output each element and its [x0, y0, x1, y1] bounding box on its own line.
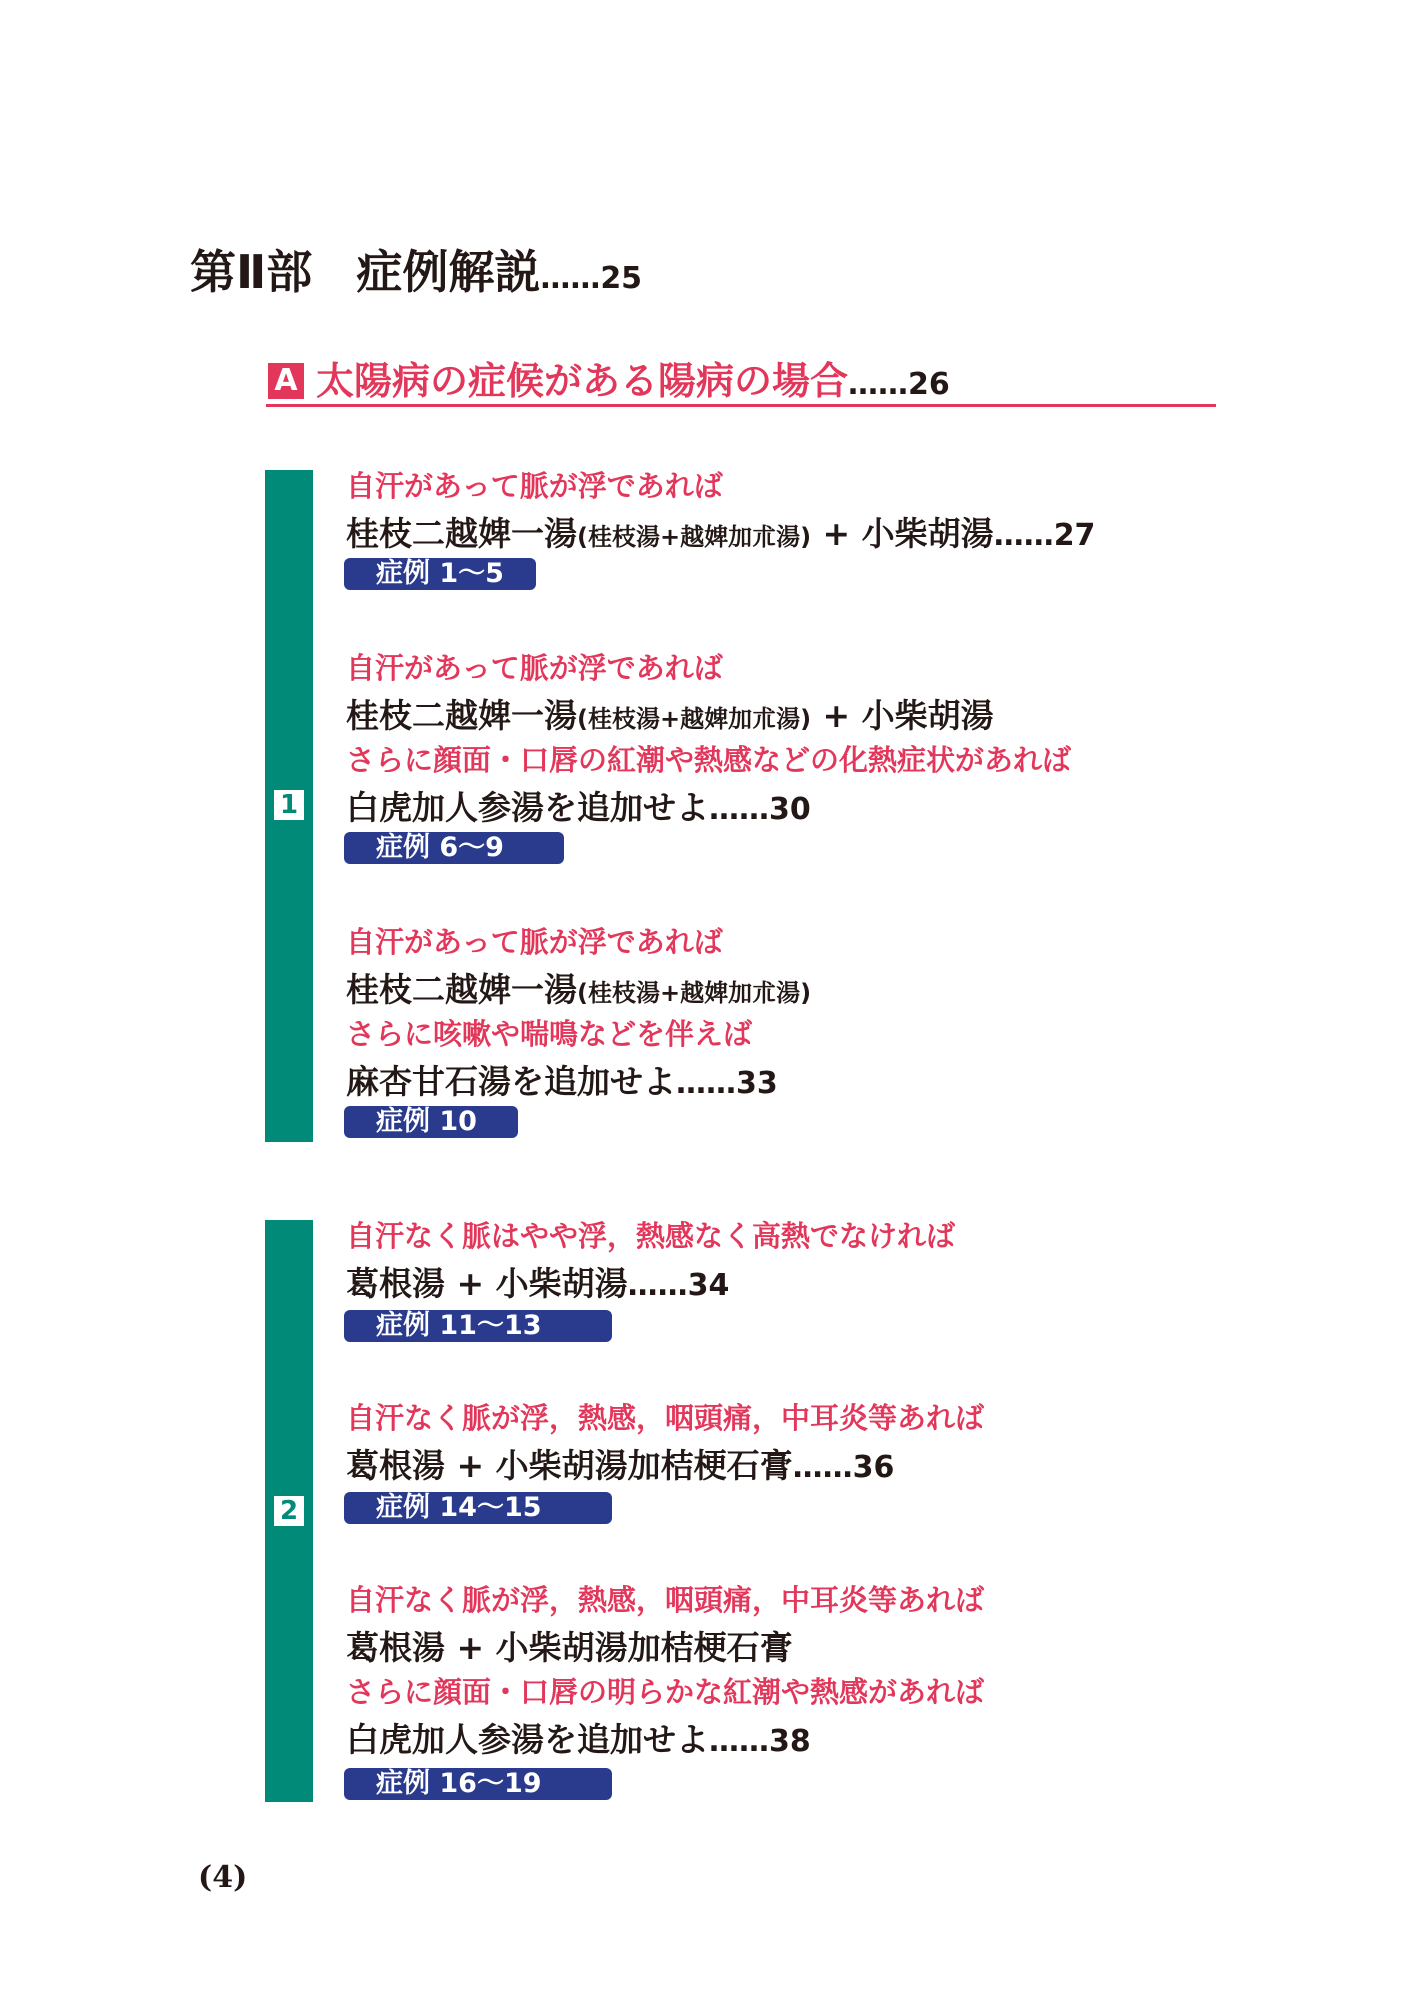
condition-text: さらに顔面・口唇の明らかな紅潮や熱感があれば: [346, 1675, 985, 1709]
formula-main: 麻杏甘石湯を追加せよ: [346, 1062, 676, 1101]
leader-dots: ……: [676, 1066, 736, 1101]
case-badge: 症例 16～19: [344, 1768, 612, 1800]
formula-main: 葛根湯 + 小柴胡湯加桔梗石膏: [346, 1628, 793, 1667]
condition-text: 自汗があって脈が浮であれば: [346, 469, 723, 503]
prescription-text: [346, 690, 994, 737]
page-number: 34: [687, 1268, 730, 1303]
section-a-heading: [268, 350, 950, 405]
leader-dots: ……: [540, 261, 601, 296]
case-badge: 症例 10: [344, 1106, 518, 1138]
condition-text: さらに顔面・口唇の紅潮や熱感などの化熱症状があれば: [346, 743, 1072, 777]
prescription-text: [346, 1056, 778, 1103]
case-badge: 症例 11～13: [344, 1310, 612, 1342]
condition-text: 自汗があって脈が浮であれば: [346, 925, 723, 959]
leader-dots: ……: [627, 1268, 688, 1303]
leader-dots: ……: [709, 1724, 769, 1759]
part-label: 第Ⅱ部: [190, 245, 313, 299]
formula-main: 白虎加人参湯を追加せよ: [346, 788, 709, 827]
leader-dots: ……: [993, 518, 1054, 553]
condition-text: さらに咳嗽や喘鳴などを伴えば: [346, 1017, 753, 1051]
condition-text: 自汗なく脈はやや浮，熱感なく高熱でなければ: [346, 1219, 956, 1253]
prescription-text: [346, 1714, 811, 1761]
section-letter-badge: A: [268, 363, 304, 399]
formula-addition: + 小柴胡湯: [811, 696, 994, 735]
part-title: 症例解説: [356, 245, 541, 299]
page-number: 25: [600, 261, 643, 296]
formula-addition: + 小柴胡湯: [811, 514, 994, 553]
leader-dots: ……: [792, 1450, 853, 1485]
prescription-text: [346, 964, 811, 1011]
group-2-number: 2: [274, 1496, 304, 1526]
section-title: 太陽病の症候がある陽病の場合: [316, 359, 849, 403]
page-number: 38: [769, 1724, 811, 1759]
formula-note: (桂枝湯+越婢加朮湯): [577, 523, 812, 551]
formula-main: 桂枝二越婢一湯: [346, 514, 577, 553]
section-underline: [266, 404, 1216, 407]
case-badge: 症例 1～5: [344, 558, 536, 590]
formula-main: 桂枝二越婢一湯: [346, 970, 577, 1009]
formula-main: 桂枝二越婢一湯: [346, 696, 577, 735]
formula-main: 白虎加人参湯を追加せよ: [346, 1720, 709, 1759]
page-number: 33: [736, 1066, 778, 1101]
case-badge: 症例 6～9: [344, 832, 564, 864]
condition-text: 自汗なく脈が浮，熱感，咽頭痛，中耳炎等あれば: [346, 1401, 985, 1435]
group-1-number: 1: [274, 790, 304, 820]
formula-main: 葛根湯 + 小柴胡湯加桔梗石膏: [346, 1446, 793, 1485]
case-badge: 症例 14～15: [344, 1492, 612, 1524]
formula-note: (桂枝湯+越婢加朮湯): [577, 979, 812, 1007]
leader-dots: ……: [709, 792, 769, 827]
formula-note: (桂枝湯+越婢加朮湯): [577, 705, 812, 733]
prescription-text: [346, 1622, 793, 1669]
prescription-text: [346, 1440, 894, 1487]
page-number: 27: [1053, 518, 1096, 553]
prescription-text: [346, 782, 811, 829]
condition-text: 自汗なく脈が浮，熱感，咽頭痛，中耳炎等あれば: [346, 1583, 985, 1617]
part-heading: [190, 236, 642, 302]
formula-main: 葛根湯 + 小柴胡湯: [346, 1264, 628, 1303]
page-number: 36: [852, 1450, 895, 1485]
page-number: 30: [769, 792, 811, 827]
prescription-text: [346, 508, 1095, 555]
leader-dots: ……: [848, 367, 909, 402]
condition-text: 自汗があって脈が浮であれば: [346, 651, 723, 685]
prescription-text: [346, 1258, 729, 1305]
page-folio: (4): [198, 1860, 248, 1895]
page-number: 26: [908, 367, 950, 402]
